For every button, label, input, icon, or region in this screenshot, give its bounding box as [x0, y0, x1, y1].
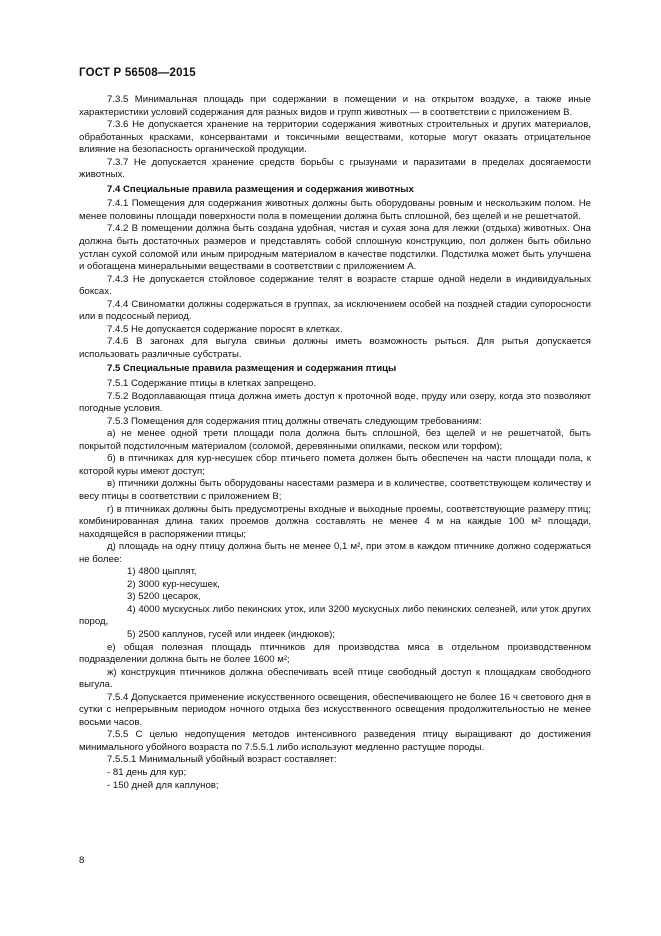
section-heading-7-5: 7.5 Специальные правила размещения и содержания птицы: [107, 363, 397, 375]
paragraph-7-5-5-1: 7.5.5.1 Минимальный убойный возраст составляет:: [107, 754, 337, 766]
paragraph-7-4-4: 7.4.4 Свиноматки должны содержаться в группах, за исключением особей на поздней стадии супоросности или в подсосный период.: [79, 298, 591, 323]
dash-item-hens: - 81 день для кур;: [107, 766, 187, 778]
paragraph-7-3-5: 7.3.5 Минимальная площадь при содержании в помещении и на открытом воздухе, а также иные характеристики условий содержания для разных видов и групп животных — в соответствии с приложением В.: [79, 94, 591, 118]
paragraph-7-4-5: 7.4.5 Не допускается содержание поросят в клетках.: [107, 323, 343, 335]
paragraph-7-5-3: 7.5.3 Помещения для содержания птиц должны отвечать следующим требованиям:: [107, 415, 482, 427]
document-body: [79, 94, 591, 792]
paragraph-7-3-6: 7.3.6 Не допускается хранение на территории содержания животных строительных и других материалов, обработанных красками, консервантами и токсичными веществами, которые могут оказать отрицательное влияние на безопасность органической продукции.: [79, 119, 591, 156]
paragraph-7-3-7: 7.3.7 Не допускается хранение средств борьбы с грызунами и паразитами в пределах досягаемости животных.: [79, 156, 591, 181]
paragraph-7-4-2: 7.4.2 В помещении должна быть создана удобная, чистая и сухая зона для лежки (отдыха) животных. Она должна быть достаточных размеров и представлять собой сплошную конструкцию, пол должен быть обильно устлан сухой соломой или иным природным материалом в качестве подстилки. Подстилка может быть улучшена и обогащена минеральными веществами в соответствии с приложением А.: [79, 223, 591, 273]
paragraph-7-4-1: 7.4.1 Помещения для содержания животных должны быть оборудованы ровным и нескользким полом. Не менее половины площади поверхности пола в помещении должна быть сплошной, без щелей и не решетчатой.: [79, 198, 591, 222]
sublist-item-2: 2) 3000 кур-несушек,: [127, 578, 220, 590]
list-item-v: в) птичники должны быть оборудованы насестами размера и в количестве, соответствующем количеству и весу птицы в соответствии с приложением В;: [79, 478, 591, 502]
sublist-item-5: 5) 2500 каплунов, гусей или индеек (индюков);: [127, 628, 335, 640]
paragraph-7-5-4: 7.5.4 Допускается применение искусственного освещения, обеспечивающего не более 16 ч светового дня в сутки с непрерывным периодом ночного отдыха без искусственного освещения продолжительностью не менее восьми часов.: [79, 691, 591, 728]
list-item-zh: ж) конструкция птичников должна обеспечивать всей птице свободный доступ к площадкам свободного выгула.: [79, 666, 591, 691]
list-item-e: е) общая полезная площадь птичников для производства мяса в отдельном производственном подразделении должна быть не более 1600 м²;: [79, 641, 591, 666]
paragraph-7-5-1: 7.5.1 Содержание птицы в клетках запрещено.: [107, 378, 317, 390]
section-heading-7-4: 7.4 Специальные правила размещения и содержания животных: [107, 183, 414, 195]
paragraph-7-5-2: 7.5.2 Водоплавающая птица должна иметь доступ к проточной воде, пруду или озеру, когда это позволяют погодные условия.: [79, 390, 591, 415]
paragraph-7-4-6: 7.4.6 В загонах для выгула свиньи должны иметь возможность рыться. Для рытья допускается использовать различные субстраты.: [79, 336, 591, 360]
page-number: 8: [79, 855, 85, 866]
paragraph-7-4-3: 7.4.3 Не допускается стойловое содержание телят в возрасте старше одной недели в индивидуальных боксах.: [79, 273, 591, 298]
list-item-b: б) в птичниках для кур-несушек сбор птичьего помета должен быть обеспечен на части площади пола, к которой куры имеют доступ;: [79, 453, 591, 477]
sublist-item-4: 4) 4000 мускусных либо пекинских уток, или 3200 мускусных либо пекинских селезней, или уток других пород,: [79, 603, 591, 628]
list-item-a: а) не менее одной трети площади пола должна быть сплошной, без щелей и не решетчатой, быть покрытой подстилочным материалом (соломой, деревянными опилками, песком или торфом);: [79, 428, 591, 452]
dash-item-capons: - 150 дней для каплунов;: [107, 779, 219, 791]
list-item-g: г) в птичниках должны быть предусмотрены входные и выходные проемы, соответствующие размеру птиц; комбинированная длина таких проемов должна составлять не менее 4 м на каждые 100 м² площади, находящейся в распоряжении птицы;: [79, 503, 591, 540]
list-item-d: д) площадь на одну птицу должна быть не менее 0,1 м², при этом в каждом птичнике должно содержаться не более:: [79, 541, 591, 565]
sublist-item-3: 3) 5200 цесарок,: [127, 591, 201, 603]
paragraph-7-5-5: 7.5.5 С целью недопущения методов интенсивного разведения птицу выращивают до достижения минимального убойного возраста по 7.5.5.1 либо используют медленно растущие породы.: [79, 729, 591, 753]
document-header: ГОСТ Р 56508—2015: [79, 67, 196, 79]
sublist-item-1: 1) 4800 цыплят,: [127, 566, 197, 578]
